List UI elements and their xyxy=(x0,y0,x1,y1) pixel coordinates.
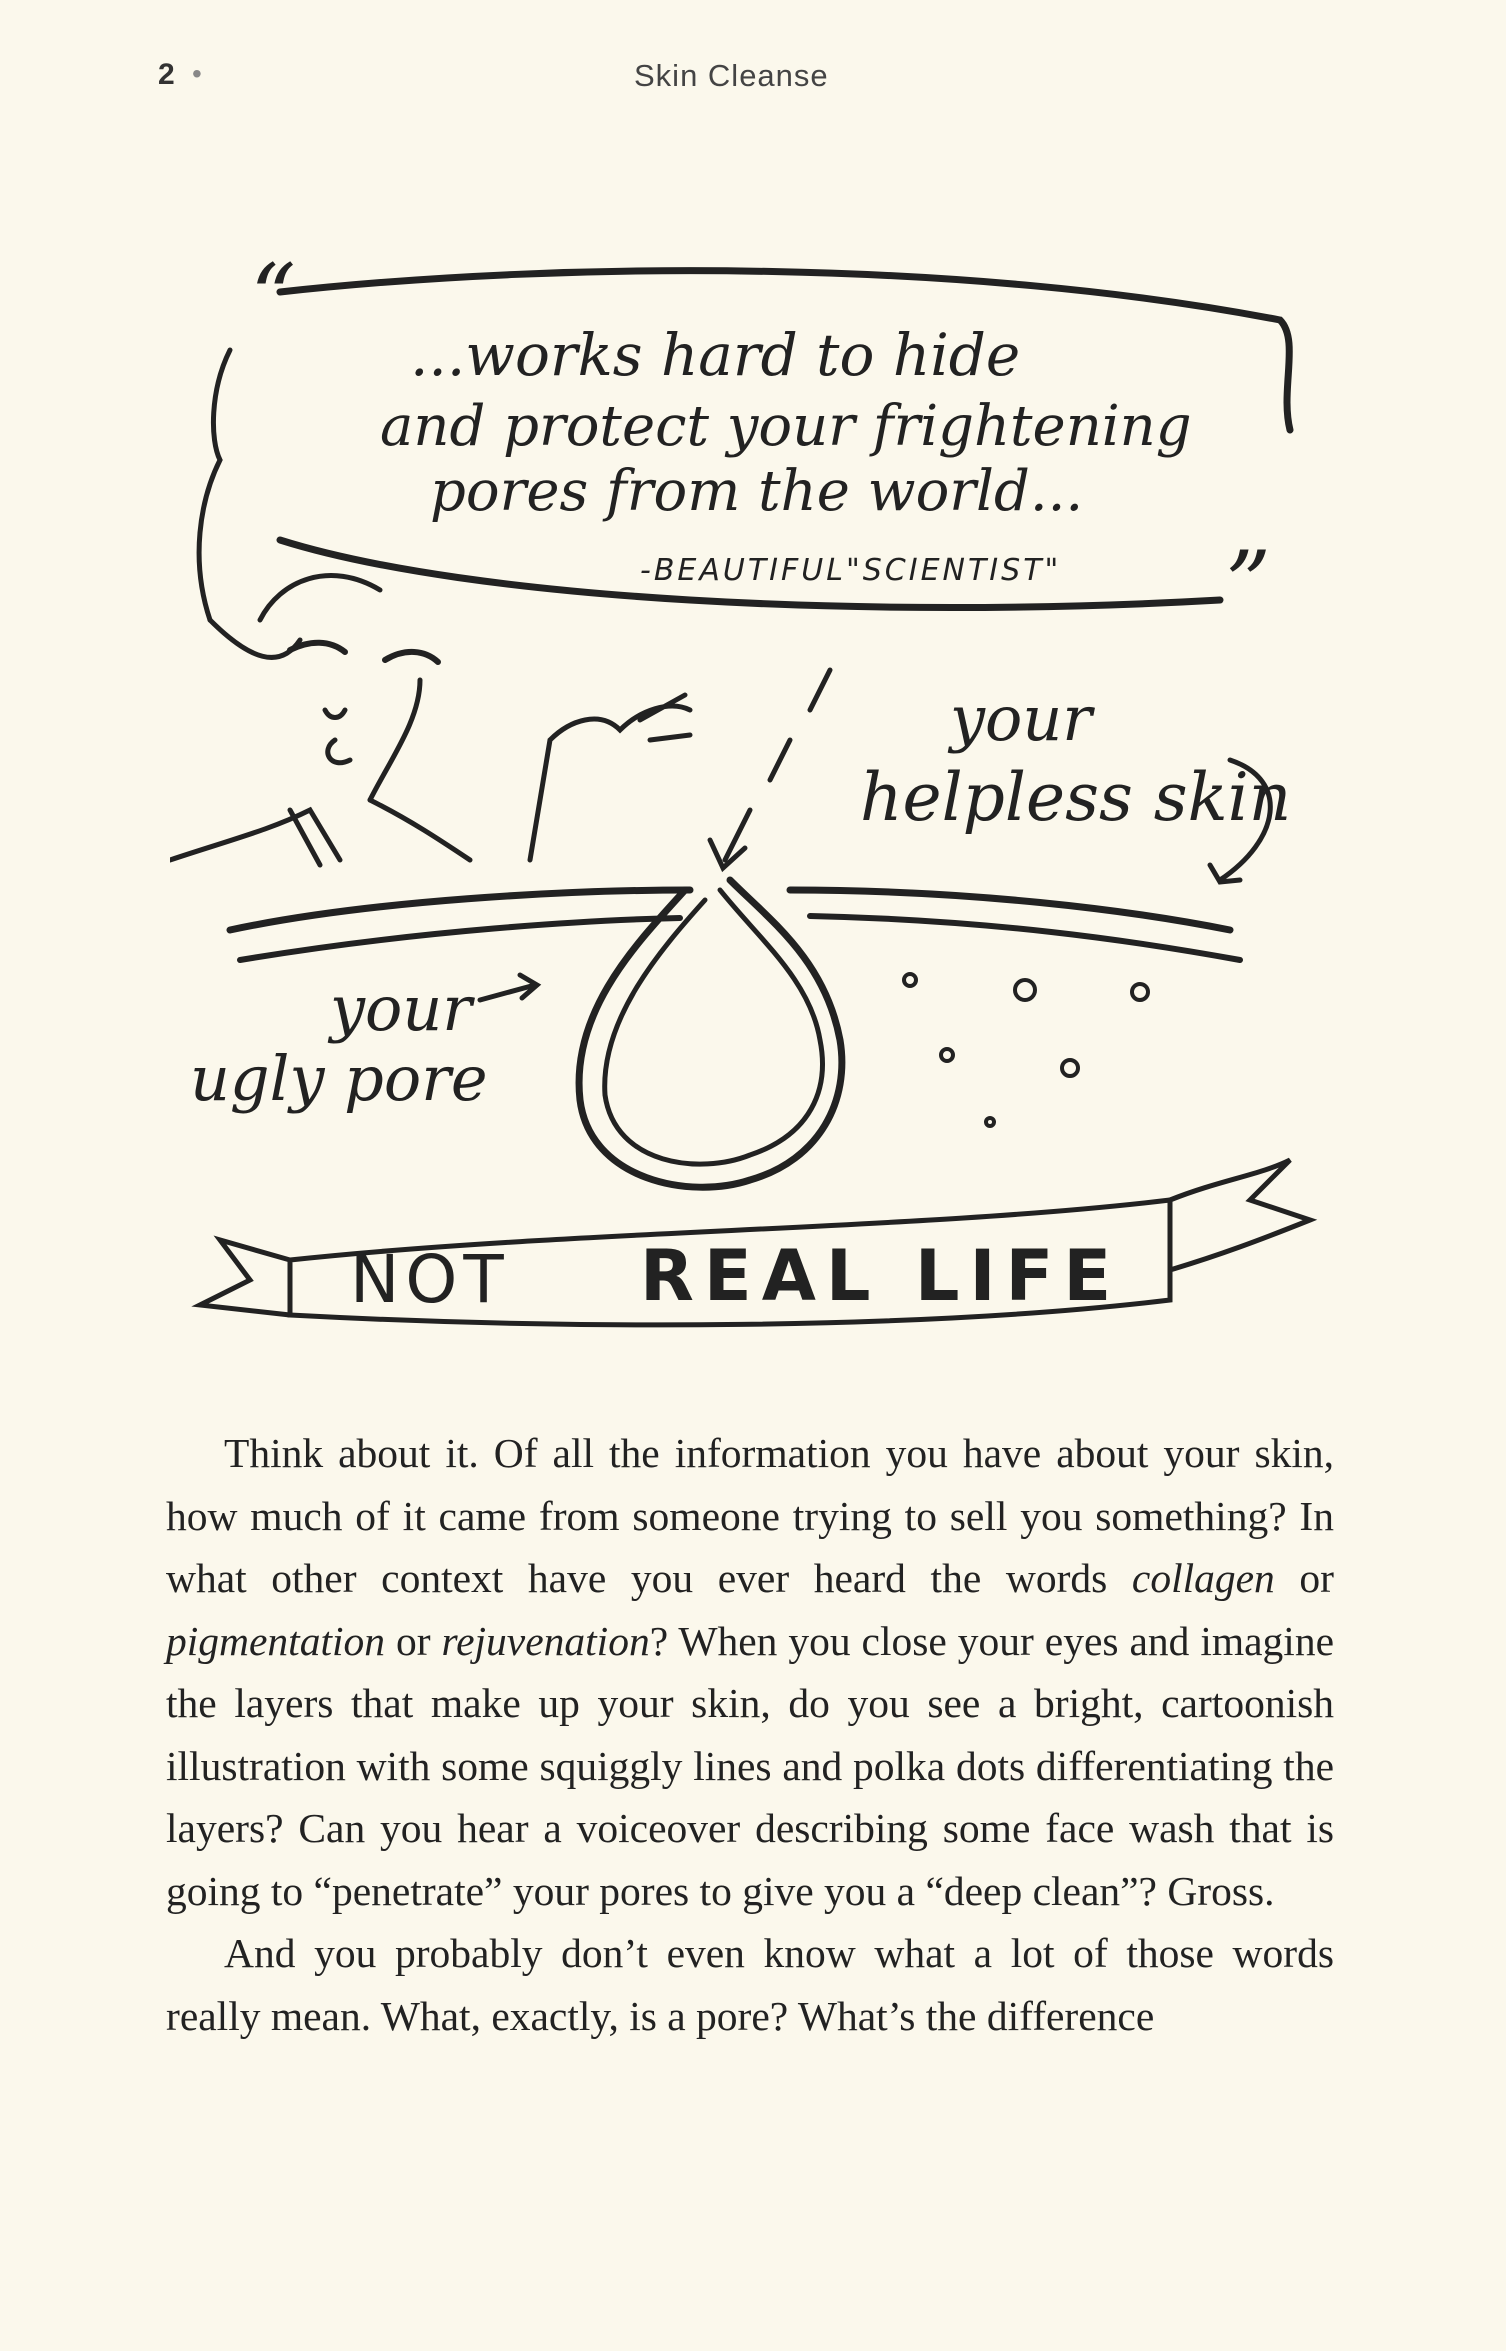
woman-hand xyxy=(530,695,690,860)
page-number: 2 xyxy=(158,58,175,91)
page-header xyxy=(0,58,1506,98)
skin-dot xyxy=(986,1118,994,1126)
illustration xyxy=(170,240,1340,1350)
woman-face xyxy=(325,680,420,800)
pore-label-arrow xyxy=(480,975,537,1000)
body-text xyxy=(166,1422,1334,2047)
speech-bubble-left xyxy=(199,350,230,620)
banner-word-1: NOT xyxy=(350,1241,510,1318)
quote-close-mark: ” xyxy=(1225,532,1272,637)
banner-right-tail xyxy=(1170,1160,1310,1270)
term-collagen: collagen xyxy=(1131,1555,1275,1601)
quote-line-3: pores from the world... xyxy=(430,459,1084,524)
skin-line-bottom xyxy=(240,916,1240,960)
paragraph-1: Think about it. Of all the information you have about your skin, how much of it came from someone trying to sell you something? In what other context have you ever heard the words collagen or pigmentation or rejuvenation? When you close your eyes and imagine the layers that make up your skin, do you see a bright, cartoonish illustration with some squiggly lines and polka dots differentiating the layers? Can you hear a voiceover describing some face wash that is going to “penetrate” your pores to give you a “deep clean”? Gross. xyxy=(166,1430,1335,1914)
woman-collar xyxy=(170,800,470,865)
paragraph-2: And you probably don’t even know what a lot of those words really mean. What, exactly, is a pore? What’s the difference xyxy=(166,1930,1334,2039)
banner-left-tail xyxy=(200,1240,290,1315)
running-head: Skin Cleanse xyxy=(634,58,829,93)
quote-line-2: and protect your frightening xyxy=(380,394,1192,459)
pore-inner xyxy=(605,890,823,1164)
header-separator: • xyxy=(192,58,202,89)
skin-label-line-1: your xyxy=(950,682,1092,755)
quote-attribution: -BEAUTIFUL"SCIENTIST" xyxy=(640,553,1062,588)
quote-open-mark: “ xyxy=(250,245,297,350)
banner-word-2: REAL LIFE xyxy=(640,1235,1122,1317)
skin-dot xyxy=(1062,1060,1078,1076)
skin-dot xyxy=(941,1049,953,1061)
pore-label-line-1: your xyxy=(330,972,472,1045)
illustration-drawing xyxy=(170,240,1340,1350)
woman-eye-left xyxy=(290,643,345,652)
term-rejuvenation: rejuvenation xyxy=(441,1617,650,1664)
term-pigmentation: pigmentation xyxy=(166,1617,386,1664)
pointer-arrow xyxy=(725,670,830,860)
pore-label-line-2: ugly pore xyxy=(190,1042,488,1115)
skin-dot xyxy=(1015,980,1035,1000)
woman-eye-right xyxy=(385,652,438,662)
skin-dot xyxy=(904,974,916,986)
pore-outer xyxy=(579,880,842,1187)
skin-label-line-2: helpless skin xyxy=(860,759,1292,836)
quote-line-1: ...works hard to hide xyxy=(410,321,1021,389)
skin-line-top xyxy=(230,890,1230,930)
skin-dot xyxy=(1132,984,1148,1000)
